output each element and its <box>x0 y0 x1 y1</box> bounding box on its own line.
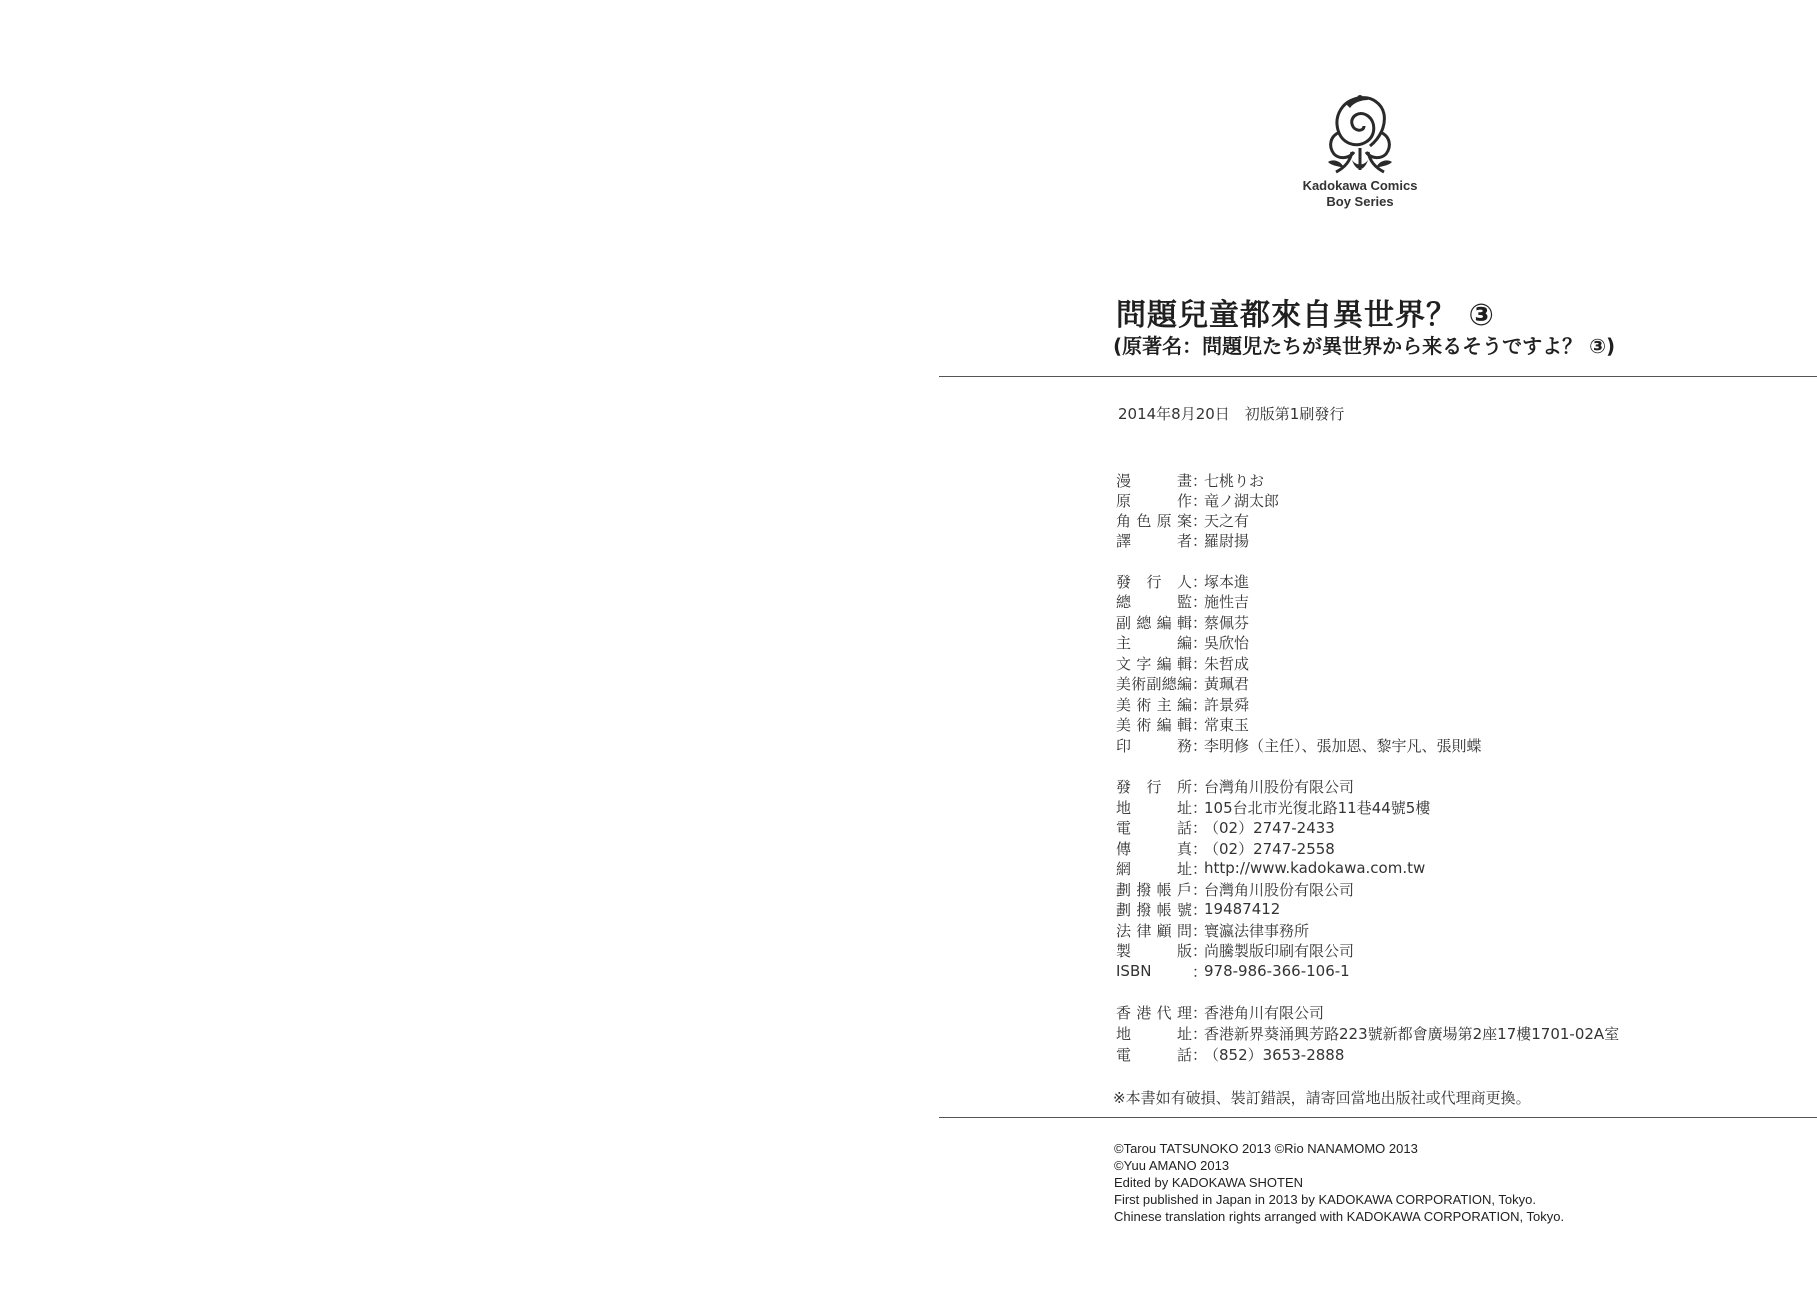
credit-row <box>1116 899 1280 919</box>
original-title: (原著名：問題児たちが異世界から来るそうですよ？ ③) <box>1113 334 1616 358</box>
imprint-series: Boy Series <box>1326 194 1394 209</box>
copyright-line: ©Tarou TATSUNOKO 2013 ©Rio NANAMOMO 2013 <box>1114 1141 1418 1156</box>
credit-key: 總監 <box>1116 592 1192 611</box>
credit-separator: ： <box>1192 592 1208 611</box>
credit-row <box>1116 510 1249 530</box>
copyright-block <box>1114 1140 1564 1225</box>
credit-value: 竜ノ湖太郎 <box>1204 491 1280 510</box>
credit-key: 譯者 <box>1116 531 1192 550</box>
credit-separator: ： <box>1192 736 1208 755</box>
divider-bottom <box>939 1117 1817 1118</box>
credit-key: 地址 <box>1116 798 1192 817</box>
credit-key: 美術編輯 <box>1116 715 1192 734</box>
credit-value: 19487412 <box>1204 900 1281 918</box>
publisher-logo <box>1302 92 1418 210</box>
credit-separator: ： <box>1192 633 1208 652</box>
credit-separator: ： <box>1192 695 1208 714</box>
credit-key: 文字編輯 <box>1116 654 1192 673</box>
credit-key: 香港代理 <box>1116 1003 1192 1022</box>
credit-row <box>1116 571 1249 591</box>
phoenix-emblem-icon <box>1322 92 1398 178</box>
credit-separator: ： <box>1192 471 1208 490</box>
credit-separator: ： <box>1192 531 1208 550</box>
credit-separator: ： <box>1192 962 1208 981</box>
credit-value: 香港角川有限公司 <box>1204 1003 1325 1022</box>
credit-value: 常東玉 <box>1204 715 1250 734</box>
credit-value: 黃珮君 <box>1204 674 1250 693</box>
credit-row <box>1116 817 1335 837</box>
credit-key: 發行所 <box>1116 777 1192 796</box>
credit-row <box>1116 735 1482 755</box>
credit-key: 主編 <box>1116 633 1192 652</box>
credit-value: 施性吉 <box>1204 592 1250 611</box>
credit-separator: ： <box>1192 900 1208 919</box>
credit-separator: ： <box>1192 777 1208 796</box>
credit-row <box>1116 940 1354 960</box>
credit-row <box>1116 858 1425 878</box>
credit-value: 朱哲成 <box>1204 654 1250 673</box>
credit-separator: ： <box>1192 1003 1208 1022</box>
credit-value: 寰瀛法律事務所 <box>1204 921 1310 940</box>
copyright-line: Edited by KADOKAWA SHOTEN <box>1114 1175 1304 1190</box>
credit-row <box>1116 879 1354 899</box>
imprint-name: Kadokawa Comics <box>1302 178 1418 193</box>
credit-row <box>1116 490 1279 510</box>
divider-top <box>939 376 1817 377</box>
credit-key: 印務 <box>1116 736 1192 755</box>
credit-row <box>1116 797 1430 817</box>
credit-separator: ： <box>1192 654 1208 673</box>
credit-key: 劃撥帳號 <box>1116 900 1192 919</box>
credit-key: 電話 <box>1116 1045 1192 1064</box>
credit-key: 劃撥帳戶 <box>1116 880 1192 899</box>
credit-key: 網址 <box>1116 859 1192 878</box>
credit-key: 美術副總編 <box>1116 674 1192 693</box>
credit-row <box>1116 838 1335 858</box>
credit-separator: ： <box>1192 491 1208 510</box>
credit-separator: ： <box>1192 880 1208 899</box>
credit-row <box>1116 776 1354 796</box>
credit-key: 傳真 <box>1116 839 1192 858</box>
credit-key: 漫畫 <box>1116 471 1192 490</box>
credit-row <box>1116 653 1249 673</box>
credit-row <box>1116 1023 1619 1043</box>
credit-row <box>1116 673 1249 693</box>
credit-row <box>1116 920 1309 940</box>
credit-value: 台灣角川股份有限公司 <box>1204 880 1355 899</box>
credit-row <box>1116 530 1249 550</box>
credit-key: 電話 <box>1116 818 1192 837</box>
credit-row <box>1116 470 1264 490</box>
credit-value: 天之有 <box>1204 511 1250 530</box>
credit-separator: ： <box>1192 674 1208 693</box>
credit-separator: ： <box>1192 839 1208 858</box>
credit-row <box>1116 632 1249 652</box>
credit-row <box>1116 714 1249 734</box>
credit-key: 角色原案 <box>1116 511 1192 530</box>
credit-key: 地址 <box>1116 1024 1192 1043</box>
credit-value: 七桃りお <box>1204 471 1265 490</box>
credit-key: ISBN <box>1116 962 1152 980</box>
credit-value: 李明修（主任）、張加恩、黎宇凡、張則蝶 <box>1204 736 1482 755</box>
credit-separator: ： <box>1192 1024 1208 1043</box>
credit-separator: ： <box>1192 1045 1208 1064</box>
credit-value: 香港新界葵涌興芳路223號新都會廣場第2座17樓1701-02A室 <box>1204 1024 1620 1043</box>
credit-value: 105台北市光復北路11巷44號5樓 <box>1204 798 1431 817</box>
credit-value: 塚本進 <box>1204 572 1250 591</box>
credit-row <box>1116 591 1249 611</box>
credit-value[interactable]: http://www.kadokawa.com.tw <box>1204 859 1426 877</box>
copyright-line: Chinese translation rights arranged with KADOKAWA CORPORATION, Tokyo. <box>1114 1209 1565 1224</box>
credit-value: （02）2747-2433 <box>1204 818 1335 837</box>
publish-date: 2014年8月20日 初版第1刷發行 <box>1118 405 1345 423</box>
credit-value: 羅尉揚 <box>1204 531 1250 550</box>
credit-separator: ： <box>1192 798 1208 817</box>
credit-separator: ： <box>1192 613 1208 632</box>
credit-value: 978-986-366-106-1 <box>1204 962 1350 980</box>
credit-key: 美術主編 <box>1116 695 1192 714</box>
copyright-line: ©Yuu AMANO 2013 <box>1114 1158 1230 1173</box>
credit-key: 副總編輯 <box>1116 613 1192 632</box>
credit-row <box>1116 694 1249 714</box>
credit-key: 法律顧問 <box>1116 921 1192 940</box>
credit-row <box>1116 961 1350 981</box>
credit-row <box>1116 612 1249 632</box>
credit-value: 許景舜 <box>1204 695 1250 714</box>
credit-separator: ： <box>1192 818 1208 837</box>
credit-separator: ： <box>1192 511 1208 530</box>
credit-key: 原作 <box>1116 491 1192 510</box>
credit-separator: ： <box>1192 859 1208 878</box>
replacement-notice: ※本書如有破損、裝訂錯誤，請寄回當地出版社或代理商更換。 <box>1113 1089 1531 1107</box>
credit-value: （852）3653-2888 <box>1204 1045 1345 1064</box>
credit-value: 吳欣怡 <box>1204 633 1250 652</box>
credit-separator: ： <box>1192 715 1208 734</box>
credit-key: 發行人 <box>1116 572 1192 591</box>
credit-value: 蔡佩芬 <box>1204 613 1250 632</box>
credit-row <box>1116 1044 1344 1064</box>
copyright-line: First published in Japan in 2013 by KADOKAWA CORPORATION, Tokyo. <box>1114 1192 1536 1207</box>
credit-key: 製版 <box>1116 941 1192 960</box>
credit-value: （02）2747-2558 <box>1204 839 1335 858</box>
credit-separator: ： <box>1192 921 1208 940</box>
credit-separator: ： <box>1192 572 1208 591</box>
credit-value: 尚騰製版印刷有限公司 <box>1204 941 1355 960</box>
book-title: 問題兒童都來自異世界？ ③ <box>1116 298 1495 333</box>
credit-row <box>1116 1002 1324 1022</box>
credit-value: 台灣角川股份有限公司 <box>1204 777 1355 796</box>
credit-separator: ： <box>1192 941 1208 960</box>
